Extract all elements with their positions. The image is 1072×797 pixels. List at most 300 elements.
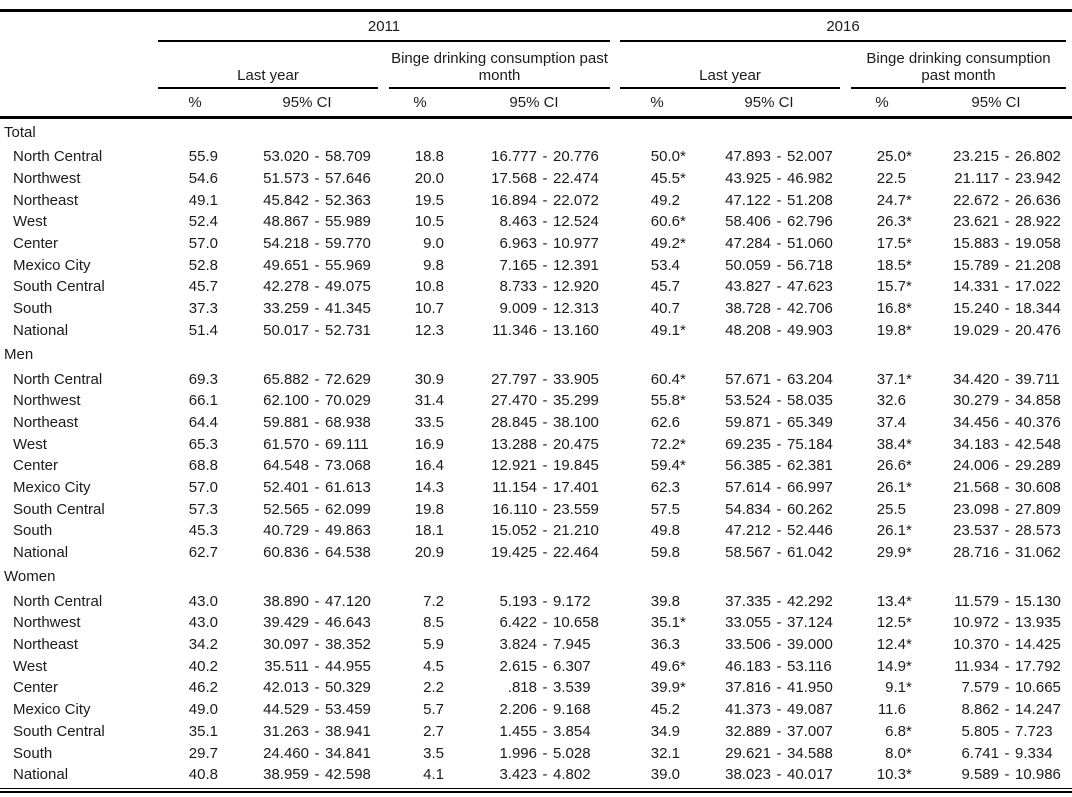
ci-lower: 31.263 (263, 722, 309, 740)
percent-value (844, 148, 920, 165)
ci-separator: - (776, 235, 782, 253)
ci-lower: 30.279 (953, 392, 999, 410)
percent-number: 59.8 (650, 544, 680, 562)
percent-value (158, 544, 232, 561)
ci-lower: 35.511 (264, 657, 309, 675)
region-label: Northeast (13, 191, 79, 209)
percent-value (844, 658, 920, 675)
percent-number: 14.9 (876, 657, 906, 675)
confidence-interval (232, 745, 382, 762)
stat-header-ci: 95% CI (509, 94, 559, 111)
ci-upper: 49.863 (325, 522, 371, 540)
ci-separator: - (1004, 701, 1010, 719)
ci-lower: 6.741 (961, 744, 999, 762)
percent-value (620, 371, 694, 388)
ci-upper: 49.087 (787, 701, 833, 719)
ci-upper: 34.841 (325, 744, 371, 762)
percent-value (158, 436, 232, 453)
percent-number: 45.7 (188, 278, 218, 296)
percent-value (620, 300, 694, 317)
table-row (0, 764, 1072, 786)
section-label: Women (4, 568, 56, 586)
ci-upper: 53.459 (325, 701, 371, 719)
percent-value (382, 457, 458, 474)
ci-lower: 54.218 (263, 235, 309, 253)
percent-value (158, 701, 232, 718)
confidence-interval (694, 322, 844, 339)
confidence-interval (920, 766, 1072, 783)
ci-upper: 51.060 (787, 235, 833, 253)
region-label: National (13, 321, 69, 339)
percent-number: 68.8 (188, 457, 218, 475)
percent-value (620, 658, 694, 675)
percent-number: 57.0 (188, 235, 218, 253)
confidence-interval (694, 257, 844, 274)
ci-lower: 37.335 (725, 592, 771, 610)
ci-upper: 35.299 (553, 392, 599, 410)
label-column-spacer (0, 89, 158, 116)
ci-lower: 17.568 (491, 170, 537, 188)
percent-number: 10.5 (414, 213, 444, 231)
region-label: West (13, 657, 47, 675)
ci-upper: 9.334 (1015, 744, 1053, 762)
ci-lower: 13.288 (491, 435, 537, 453)
significance-marker: * (906, 657, 912, 675)
percent-number: 35.1 (188, 722, 218, 740)
ci-separator: - (314, 544, 320, 562)
significance-marker: * (906, 148, 912, 166)
percent-number: 39.0 (650, 766, 680, 784)
percent-value (158, 148, 232, 165)
ci-separator: - (314, 392, 320, 410)
ci-separator: - (542, 213, 548, 231)
percent-value (620, 723, 694, 740)
ci-upper: 52.446 (787, 522, 833, 540)
ci-separator: - (1004, 256, 1010, 274)
ci-lower: 8.733 (499, 278, 537, 296)
significance-marker: * (680, 148, 686, 166)
percent-number: 9.8 (423, 256, 444, 274)
region-label: West (13, 435, 47, 453)
ci-separator: - (776, 457, 782, 475)
confidence-interval (458, 300, 610, 317)
percent-number: 7.2 (423, 592, 444, 610)
ci-lower: 58.567 (725, 544, 771, 562)
confidence-interval (458, 701, 610, 718)
ci-lower: 27.797 (491, 370, 537, 388)
percent-number: 53.4 (650, 256, 680, 274)
confidence-interval (458, 235, 610, 252)
region-label: Mexico City (13, 478, 91, 496)
ci-upper: 68.938 (325, 413, 371, 431)
percent-value (844, 593, 920, 610)
significance-marker: * (906, 522, 912, 540)
region-label: South Central (13, 500, 105, 518)
ci-separator: - (314, 657, 320, 675)
percent-value (844, 322, 920, 339)
ci-lower: 43.827 (725, 278, 771, 296)
percent-value (158, 192, 232, 209)
ci-separator: - (776, 722, 782, 740)
ci-lower: 6.422 (499, 614, 537, 632)
ci-upper: 73.068 (325, 457, 371, 475)
ci-separator: - (542, 392, 548, 410)
label-column-spacer (0, 12, 158, 42)
ci-lower: 21.117 (954, 170, 999, 188)
confidence-interval (694, 371, 844, 388)
percent-value (382, 522, 458, 539)
ci-upper: 7.723 (1015, 722, 1053, 740)
percent-value (158, 614, 232, 631)
confidence-interval (694, 593, 844, 610)
percent-number: 26.3 (876, 213, 906, 231)
ci-separator: - (776, 592, 782, 610)
ci-lower: 16.894 (491, 191, 537, 209)
ci-lower: 23.215 (953, 148, 999, 166)
measure-header-row (0, 42, 1072, 89)
confidence-interval (694, 636, 844, 653)
ci-lower: 16.777 (491, 148, 537, 166)
confidence-interval (694, 745, 844, 762)
ci-separator: - (776, 300, 782, 318)
percent-number: 4.1 (423, 766, 444, 784)
percent-value (382, 593, 458, 610)
ci-upper: 21.210 (553, 522, 599, 540)
confidence-interval (458, 392, 610, 409)
ci-separator: - (542, 657, 548, 675)
percent-value (382, 636, 458, 653)
ci-upper: 62.796 (787, 213, 833, 231)
confidence-interval (920, 170, 1072, 187)
percent-number: 9.1 (885, 679, 906, 697)
ci-lower: 56.385 (725, 457, 771, 475)
confidence-interval (694, 701, 844, 718)
table-row (0, 542, 1072, 564)
ci-lower: 1.455 (499, 722, 537, 740)
confidence-interval (458, 614, 610, 631)
table-bottom-rule (0, 788, 1072, 793)
percent-value (382, 436, 458, 453)
percent-value (620, 636, 694, 653)
ci-lower: 33.506 (725, 636, 771, 654)
ci-separator: - (542, 457, 548, 475)
ci-separator: - (1004, 213, 1010, 231)
ci-separator: - (1004, 435, 1010, 453)
ci-separator: - (776, 657, 782, 675)
ci-separator: - (1004, 321, 1010, 339)
section-label: Total (4, 124, 36, 141)
percent-number: 19.5 (414, 191, 444, 209)
table-row (0, 699, 1072, 721)
ci-upper: 20.475 (553, 435, 599, 453)
percent-number: 55.9 (188, 148, 218, 166)
percent-value (382, 614, 458, 631)
ci-upper: 46.643 (325, 614, 371, 632)
percent-number: 38.4 (876, 435, 906, 453)
significance-marker: * (906, 544, 912, 562)
confidence-interval (458, 544, 610, 561)
region-label: South Central (13, 722, 105, 740)
percent-number: 65.3 (188, 435, 218, 453)
percent-number: 37.4 (876, 413, 906, 431)
confidence-interval (694, 148, 844, 165)
confidence-interval (920, 522, 1072, 539)
percent-number: 49.8 (650, 522, 680, 540)
confidence-interval (232, 544, 382, 561)
confidence-interval (920, 213, 1072, 230)
ci-separator: - (1004, 766, 1010, 784)
percent-number: 33.5 (414, 413, 444, 431)
percent-value (620, 745, 694, 762)
ci-lower: 33.055 (725, 614, 771, 632)
ci-upper: 29.289 (1015, 457, 1061, 475)
percent-value (844, 170, 920, 187)
ci-lower: 47.212 (725, 522, 771, 540)
percent-value (844, 723, 920, 740)
ci-lower: 50.059 (725, 256, 771, 274)
table-row (0, 634, 1072, 656)
percent-value (620, 148, 694, 165)
table-row (0, 498, 1072, 520)
table-row (0, 368, 1072, 390)
ci-separator: - (1004, 478, 1010, 496)
ci-lower: 27.470 (491, 392, 537, 410)
table-body (0, 119, 1072, 786)
confidence-interval (458, 766, 610, 783)
confidence-interval (694, 658, 844, 675)
percent-number: 19.8 (414, 500, 444, 518)
significance-marker: * (680, 614, 686, 632)
percent-number: 49.6 (650, 657, 680, 675)
ci-upper: 20.776 (553, 148, 599, 166)
ci-upper: 5.028 (553, 744, 591, 762)
year-header-2016: 2016 (620, 12, 1066, 42)
ci-separator: - (542, 170, 548, 188)
ci-upper: 28.922 (1015, 213, 1061, 231)
percent-number: 46.2 (188, 679, 218, 697)
ci-lower: 15.883 (953, 235, 999, 253)
ci-lower: 51.573 (263, 170, 309, 188)
region-label: South (13, 300, 53, 318)
stat-header-percent: % (875, 94, 889, 111)
confidence-interval (694, 300, 844, 317)
measure-header-binge-drinking: Binge drinking consumption past month (851, 42, 1066, 89)
ci-upper: 9.168 (553, 701, 591, 719)
confidence-interval (232, 457, 382, 474)
percent-value (620, 235, 694, 252)
ci-separator: - (776, 213, 782, 231)
ci-upper: 60.262 (787, 500, 833, 518)
ci-upper: 47.120 (325, 592, 371, 610)
ci-upper: 37.124 (787, 614, 833, 632)
significance-marker: * (906, 766, 912, 784)
measure-header-last-year: Last year (158, 42, 378, 89)
confidence-interval (232, 148, 382, 165)
ci-upper: 10.665 (1015, 679, 1061, 697)
ci-separator: - (542, 413, 548, 431)
ci-lower: 58.406 (725, 213, 771, 231)
percent-number: 4.5 (423, 657, 444, 675)
ci-separator: - (314, 592, 320, 610)
ci-upper: 41.345 (325, 300, 371, 318)
percent-value (382, 170, 458, 187)
significance-marker: * (906, 235, 912, 253)
ci-upper: 56.718 (787, 256, 833, 274)
percent-value (158, 278, 232, 295)
ci-lower: 65.882 (263, 370, 309, 388)
percent-number: 69.3 (188, 370, 218, 388)
ci-lower: 11.346 (492, 321, 537, 339)
ci-lower: 21.568 (953, 478, 999, 496)
significance-marker: * (906, 278, 912, 296)
confidence-interval (694, 614, 844, 631)
percent-number: 22.5 (876, 170, 906, 188)
region-label: Mexico City (13, 256, 91, 274)
ci-upper: 33.905 (553, 370, 599, 388)
confidence-interval (232, 723, 382, 740)
confidence-interval (458, 522, 610, 539)
confidence-interval (232, 593, 382, 610)
ci-lower: 42.013 (263, 679, 309, 697)
percent-value (620, 278, 694, 295)
ci-separator: - (1004, 744, 1010, 762)
ci-separator: - (1004, 413, 1010, 431)
ci-separator: - (776, 500, 782, 518)
ci-separator: - (542, 744, 548, 762)
confidence-interval (458, 371, 610, 388)
ci-separator: - (542, 766, 548, 784)
ci-lower: 53.020 (263, 148, 309, 166)
ci-upper: 17.022 (1015, 278, 1061, 296)
ci-lower: 1.996 (499, 744, 537, 762)
percent-value (620, 457, 694, 474)
percent-value (844, 745, 920, 762)
ci-separator: - (542, 191, 548, 209)
ci-separator: - (542, 256, 548, 274)
ci-upper: 14.247 (1015, 701, 1061, 719)
ci-separator: - (314, 191, 320, 209)
percent-value (158, 213, 232, 230)
ci-lower: 9.589 (961, 766, 999, 784)
ci-lower: 38.959 (263, 766, 309, 784)
percent-number: 10.3 (876, 766, 906, 784)
region-label: South (13, 744, 53, 762)
ci-separator: - (542, 278, 548, 296)
ci-lower: 15.052 (491, 522, 537, 540)
ci-upper: 38.100 (553, 413, 599, 431)
confidence-interval (694, 192, 844, 209)
percent-number: 40.8 (188, 766, 218, 784)
region-label: Center (13, 679, 59, 697)
percent-number: 45.3 (188, 522, 218, 540)
ci-lower: 38.023 (725, 766, 771, 784)
percent-value (158, 501, 232, 518)
percent-value (620, 614, 694, 631)
percent-value (844, 235, 920, 252)
table-row (0, 455, 1072, 477)
ci-separator: - (776, 766, 782, 784)
percent-value (620, 766, 694, 783)
confidence-interval (232, 436, 382, 453)
percent-number: 11.6 (877, 701, 906, 719)
confidence-interval (232, 479, 382, 496)
confidence-interval (232, 636, 382, 653)
confidence-interval (458, 192, 610, 209)
ci-upper: 12.524 (553, 213, 599, 231)
ci-upper: 47.623 (787, 278, 833, 296)
ci-separator: - (542, 370, 548, 388)
percent-value (620, 170, 694, 187)
ci-lower: 12.921 (491, 457, 537, 475)
ci-lower: 62.100 (263, 392, 309, 410)
ci-upper: 52.363 (325, 191, 371, 209)
ci-upper: 27.809 (1015, 500, 1061, 518)
ci-upper: 55.989 (325, 213, 371, 231)
ci-lower: 57.671 (725, 370, 771, 388)
ci-lower: 46.183 (725, 657, 771, 675)
ci-separator: - (542, 544, 548, 562)
region-label: Northeast (13, 413, 79, 431)
confidence-interval (920, 544, 1072, 561)
ci-separator: - (1004, 170, 1010, 188)
percent-value (382, 501, 458, 518)
confidence-interval (694, 170, 844, 187)
ci-lower: 16.110 (492, 500, 537, 518)
ci-upper: 4.802 (553, 766, 591, 784)
percent-number: 49.2 (650, 191, 680, 209)
ci-separator: - (1004, 235, 1010, 253)
ci-separator: - (542, 478, 548, 496)
percent-number: 49.1 (650, 321, 680, 339)
percent-number: 26.1 (876, 478, 906, 496)
ci-lower: 30.097 (263, 636, 309, 654)
ci-lower: 52.401 (263, 478, 309, 496)
percent-number: 62.7 (188, 544, 218, 562)
percent-value (382, 723, 458, 740)
significance-marker: * (906, 370, 912, 388)
ci-separator: - (314, 278, 320, 296)
confidence-interval (694, 213, 844, 230)
significance-marker: * (906, 744, 912, 762)
table-row (0, 189, 1072, 211)
confidence-interval (920, 593, 1072, 610)
percent-value (382, 322, 458, 339)
confidence-interval (694, 501, 844, 518)
percent-number: 26.6 (876, 457, 906, 475)
ci-upper: 58.035 (787, 392, 833, 410)
percent-value (844, 300, 920, 317)
ci-upper: 23.559 (553, 500, 599, 518)
percent-value (844, 766, 920, 783)
percent-number: 29.7 (188, 744, 218, 762)
ci-upper: 57.646 (325, 170, 371, 188)
confidence-interval (458, 170, 610, 187)
percent-number: 20.0 (414, 170, 444, 188)
percent-number: 49.2 (650, 235, 680, 253)
percent-number: 39.8 (650, 592, 680, 610)
percent-number: 9.0 (423, 235, 444, 253)
ci-lower: 43.925 (725, 170, 771, 188)
percent-value (158, 414, 232, 431)
percent-value (620, 522, 694, 539)
ci-lower: 54.834 (725, 500, 771, 518)
ci-separator: - (776, 321, 782, 339)
confidence-interval (458, 658, 610, 675)
percent-value (158, 322, 232, 339)
ci-lower: 47.122 (725, 191, 771, 209)
percent-number: 39.9 (650, 679, 680, 697)
ci-separator: - (542, 614, 548, 632)
